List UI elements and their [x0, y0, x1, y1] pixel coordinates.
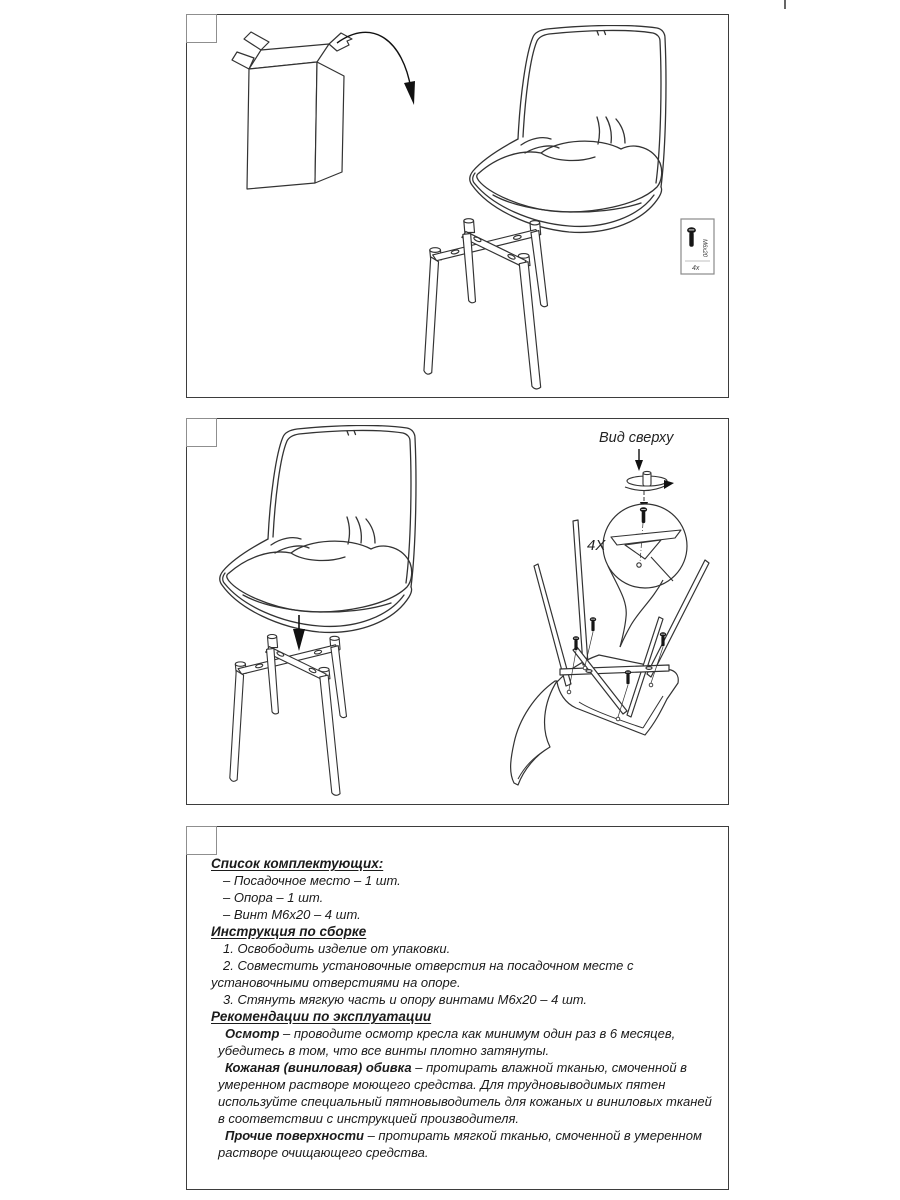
care-text: – протирать влажной тканью, смоченной в умеренном растворе моющего средства. Для трудновыводимых пятен используйте специальный пятновыводитель для кожаных и виниловых тканей в соответствии с инструкцией производителя. — [218, 1060, 712, 1126]
screw-qty-label: 4x — [692, 265, 700, 272]
care-item — [218, 1127, 713, 1161]
screw-size-label: М6х20 — [701, 239, 707, 258]
step-number-box-3 — [186, 826, 217, 855]
care-item — [218, 1025, 713, 1059]
care-item — [218, 1059, 713, 1127]
seat-drawing — [220, 425, 416, 632]
base-frame-drawing — [424, 219, 548, 389]
component-item: – Посадочное место – 1 шт. — [223, 873, 401, 888]
component-item: – Винт М6х20 – 4 шт. — [223, 907, 361, 922]
care-heading: Рекомендации по эксплуатации — [211, 1009, 432, 1024]
component-item: – Опора – 1 шт. — [223, 890, 324, 905]
assembly-illustration — [187, 419, 727, 803]
assembly-arrow-icon — [293, 615, 305, 651]
hardware-box — [681, 219, 714, 274]
page-crop-mark — [784, 0, 786, 9]
panel-unpacking — [186, 14, 729, 398]
screw-top-view-icon — [625, 471, 674, 490]
assembly-heading: Инструкция по сборке — [211, 924, 367, 939]
unpacking-illustration — [187, 15, 727, 396]
care-term: Осмотр — [225, 1026, 280, 1041]
top-view-label: Вид сверху — [599, 430, 674, 446]
top-view-arrow-icon — [635, 449, 643, 471]
care-text: – проводите осмотр кресла как минимум один раз в 6 месяцев, убедитесь в том, что все винты плотно затянуты. — [218, 1026, 676, 1058]
panel-assembly — [186, 418, 729, 805]
components-heading: Список комплектующих: — [211, 856, 384, 871]
instruction-text — [211, 855, 713, 1161]
assembly-step: 1. Освободить изделие от упаковки. — [223, 941, 451, 956]
assembly-step: 3. Стянуть мягкую часть и опору винтами М6х20 – 4 шт. — [223, 992, 588, 1007]
panel-instructions — [186, 826, 729, 1190]
screw-icon — [590, 617, 596, 631]
base-frame-drawing — [230, 634, 347, 795]
seat-drawing — [470, 25, 666, 232]
cardboard-box-drawing — [232, 32, 352, 189]
care-text: – протирать мягкой тканью, смоченной в умеренном растворе очищающего средства. — [218, 1128, 702, 1160]
assembly-step: 2. Совместить установочные отверстия на посадочном месте с установочными отверстиями на опоре. — [211, 958, 634, 990]
care-term: Прочие поверхности — [225, 1128, 364, 1143]
detail-qty-label: 4X — [587, 537, 606, 554]
care-term: Кожаная (виниловая) обивка — [225, 1060, 412, 1075]
